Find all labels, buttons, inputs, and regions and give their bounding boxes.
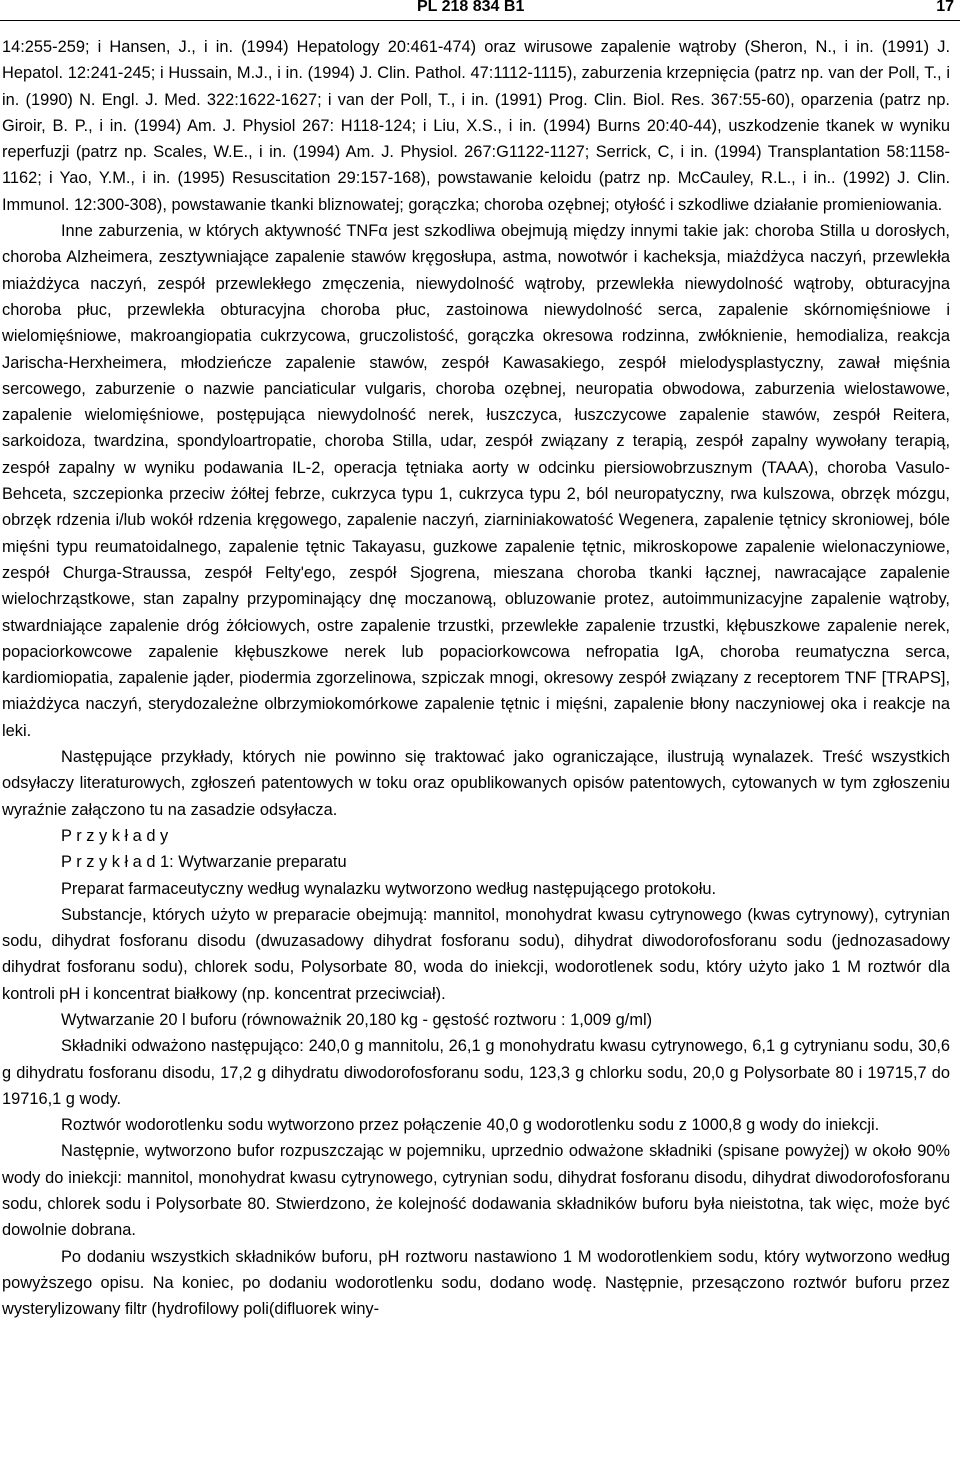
buffer-paragraph: Wytwarzanie 20 l buforu (równoważnik 20,180 kg - gęstość roztworu : 1,009 g/ml) [61, 1010, 653, 1029]
examples-heading: P r z y k ł a d y [61, 826, 169, 845]
weighed-components-paragraph: Składniki odważono następująco: 240,0 g mannitolu, 26,1 g monohydratu kwasu cytrynowego, 6,1 g cytrynianu sodu, 30,6 g dihydratu fosforanu disodu, 17,2 g dihydratu diwodorofosforanu sodu, 123,3 g chlorku sodu, 20,0 g Polysorbate 80 i 19715,7 do 19716,1 g wody. [2, 1037, 950, 1108]
example-1-label: P r z y k ł a d 1: [61, 853, 174, 872]
patent-id: PL 218 834 B1 [417, 0, 525, 15]
references-paragraph: 14:255-259; i Hansen, J., i in. (1994) Hepatology 20:461-474) oraz wirusowe zapalenie wątroby (Sheron, N., i in. (1991) J. Hepatol. 12:241-245; i Hussain, M.J., i in. (1994) J. Clin. Pathol. 47:1112-1115), zaburzenia krzepnięcia (patrz np. van der Poll, T., i in. (1990) N. Engl. J. Med. 322:1622-1627; i van der Poll, T., i in. (1991) Prog. Clin. Biol. Res. 367:55-60), oparzenia (patrz np. Giroir, B. P., i in. (1994) Am. J. Physiol 267: H118-124; i Liu, X.S., i in. (1994) Burns 20:40-44), uszkodzenie tkanek w wyniku reperfuzji (patrz np. Scales, W.E., i in. (1994) Am. J. Physiol. 267:G1122-1127; Serrick, C, i in. (1994) Transplantation 58:1158-1162; i Yao, Y.M., i in. (1995) Resuscitation 29:157-168), powstawanie keloidu (patrz np. McCauley, R.L., i in.. (1992) J. Clin. Immunol. 12:300-308), powstawanie tkanki bliznowatej; gorączka; choroba ozębnej; otyłość i szkodliwe działanie promieniowania. [2, 38, 950, 214]
page-number: 17 [936, 0, 954, 15]
substances-paragraph: Substancje, których użyto w preparacie obejmują: mannitol, monohydrat kwasu cytrynowego (kwas cytrynowy), cytrynian sodu, dihydrat fosforanu disodu (dwuzasadowy dihydrat fosforanu sodu), dihydrat diwodorofosforanu sodu (jednozasadowy dihydrat fosforanu sodu), chlorek sodu, Polysorbate 80, woda do iniekcji, wodorotlenek sodu, który użyto jako 1 M roztwór dla kontroli pH i koncentrat białkowy (np. koncentrat przeciwciał). [2, 905, 950, 1003]
example-1-heading [2, 849, 950, 875]
page-header [0, 0, 960, 14]
ph-adjustment-paragraph: Po dodaniu wszystkich składników buforu, pH roztworu nastawiono 1 M wodorotlenkiem sodu, który wytworzono według powyższego opisu. Na koniec, po dodaniu wodorotlenku sodu, dodano wodę. Następnie, przesączono roztwór buforu przez wysterylizowany filtr (hydrofilowy poli(difluorek winy- [2, 1247, 950, 1319]
header-divider [0, 20, 960, 21]
preparation-paragraph: Preparat farmaceutyczny według wynalazku wytworzono według następującego protokołu. [61, 879, 717, 898]
dissolving-paragraph: Następnie, wytworzono bufor rozpuszczając w pojemniku, uprzednio odważone składniki (spisane powyżej) w około 90% wody do iniekcji: mannitol, monohydrat kwasu cytrynowego, cytrynian sodu, dihydrat fosforanu disodu, dihydrat diwodorofosforanu sodu, chlorek sodu i Polysorbate 80. Stwierdzono, że kolejność dodawania składników buforu była nieistotna, tak więc, może być dowolnie dobrana. [2, 1142, 950, 1240]
example-1-title: Wytwarzanie preparatu [173, 853, 347, 872]
disorders-paragraph: Inne zaburzenia, w których aktywność TNFα jest szkodliwa obejmują między innymi takie jak: choroba Stilla u dorosłych, choroba Alzheimera, zesztywniające zapalenie stawów kręgosłupa, astma, nowotwór i kacheksja, miażdżyca naczyń, przewlekła miażdżyca naczyń, zespół przewlekłego zmęczenia, niewydolność wątroby, przewlekła niewydolność wątroby, obturacyjna choroba płuc, przewlekła obturacyjna choroba płuc, zastoinowa niewydolność serca, zapalenie skórnomięśniowe i wielomięśniowe, makroangiopatia cukrzycowa, gruczolistość, gorączka okresowa rodzinna, zwłóknienie, hemodializa, reakcja Jarischa-Herxheimera, młodzieńcze zapalenie stawów, zespół Kawasakiego, zespół mielodysplastyczny, zawał mięśnia sercowego, zaburzenie o nazwie panciaticular vulgaris, choroba ozębnej, neuropatia obwodowa, zaburzenia wielostawowe, zapalenie wielomięśniowe, postępująca niewydolność nerek, łuszczyca, łuszczycowe zapalenie stawów, zespół Reitera, sarkoidoza, twardzina, spondyloartropatie, choroba Stilla, udar, zespół związany z terapią, zespół zapalny wywołany terapią, zespół zapalny w wyniku podawania IL-2, operacja tętniaka aorty w odcinku piersiowobrzusznym (TAAA), choroba Vasulo-Behceta, szczepionka przeciw żółtej febrze, cukrzyca typu 1, cukrzyca typu 2, ból neuropatyczny, rwa kulszowa, obrzęk mózgu, obrzęk rdzenia i/lub wokół rdzenia kręgowego, zapalenie naczyń, ziarniniakowatość Wegenera, zapalenie tętnicy skroniowej, bóle mięśni typu reumatoidalnego, zapalenie tętnic Takayasu, guzkowe zapalenie tętnic, mikroskopowe zapalenie wielonaczyniowe, zespół Churga-Straussa, zespół Felty'ego, zespół Sjogrena, mieszana choroba tkanki łącznej, nawracające zapalenie wielochrząstkowe, stan zapalny przypominający dnę moczanową, obluzowanie protez, autoimmunizacyjne zapalenie wątroby, stwardniające zapalenie dróg żółciowych, ostre zapalenie trzustki, przewlekłe zapalenie trzustki, kłębuszkowe zapalenie nerek, popaciorkowcowe zapalenie kłębuszkowe nerek lub popaciorkowcowa nefropatia IgA, choroba reumatyczna serca, kardiomiopatia, zapalenie jąder, piodermia zgorzelinowa, szpiczak mnogi, okresowy zespół związany z receptorem TNF [TRAPS], miażdżyca naczyń, sterydozależne olbrzymiokomórkowe zapalenie tętnic i mięśni, zapalenie błony naczyniowej oka i reakcje na leki. [2, 222, 950, 740]
sodium-hydroxide-paragraph: Roztwór wodorotlenku sodu wytworzono przez połączenie 40,0 g wodorotlenku sodu z 1000,8 g wody do iniekcji. [61, 1116, 880, 1135]
examples-intro-paragraph: Następujące przykłady, których nie powinno się traktować jako ograniczające, ilustrują wynalazek. Treść wszystkich odsyłaczy literaturowych, zgłoszeń patentowych w toku oraz opublikowanych opisów patentowych, cytowanych w tym zgłoszeniu wyraźnie załączono tu na zasadzie odsyłacza. [2, 748, 950, 819]
document-body [2, 34, 950, 1323]
